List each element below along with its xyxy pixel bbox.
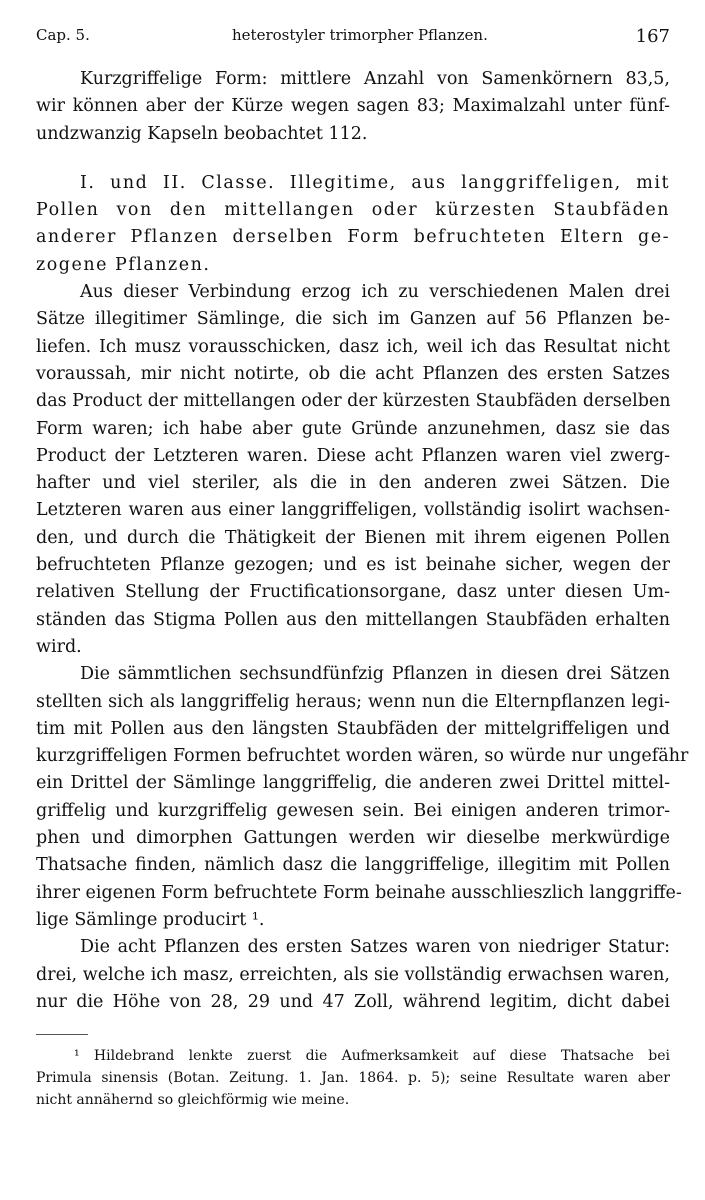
heading-line: anderer Pflanzen derselben Form befruchteten Eltern ge-: [36, 227, 670, 248]
text-line: wir können aber der Kürze wegen sagen 83; Maximalzahl unter fünf-: [36, 96, 670, 117]
text-line: Letzteren waren aus einer langgriffeligen, vollständig isolirt wachsen-: [36, 500, 670, 521]
footnote-line: Primula sinensis (Botan. Zeitung. 1. Jan. 1864. p. 5); seine Resultate waren aber: [36, 1070, 670, 1087]
text-line: das Product der mittellangen oder der kürzesten Staubfäden derselben: [36, 391, 671, 412]
footnote-rule: [36, 1034, 88, 1035]
text-line: voraussah, mir nicht notirte, ob die acht Pflanzen des ersten Satzes: [36, 363, 670, 384]
text-line: nur die Höhe von 28, 29 und 47 Zoll, während legitim, dicht dabei: [36, 991, 670, 1012]
text-line: Product der Letzteren waren. Diese acht Pflanzen waren viel zwerg-: [36, 445, 670, 466]
text-line: ständen das Stigma Pollen aus den mittellangen Staubfäden erhalten: [36, 609, 670, 630]
text-line: hafter und viel steriler, als die in den anderen zwei Sätzen. Die: [36, 473, 670, 494]
footnote: [36, 1045, 670, 1111]
footnote-line: nicht annähernd so gleichförmig wie meine.: [36, 1092, 350, 1109]
chapter-label: Cap. 5.: [36, 26, 90, 44]
text-line: kurzgriffeligen Formen befruchtet worden wären, so würde nur ungefähr: [36, 746, 689, 767]
heading-line: I. und II. Classe. Illegitime, aus langgriffeligen, mit: [80, 172, 670, 193]
running-header: [36, 24, 670, 58]
text-line: Aus dieser Verbindung erzog ich zu verschiedenen Malen drei: [80, 282, 670, 303]
text-line: wird.: [36, 636, 82, 657]
footnote-line: ¹ Hildebrand lenkte zuerst die Aufmerksamkeit auf diese Thatsache bei: [74, 1048, 670, 1065]
text-line: Die acht Pflanzen des ersten Satzes waren von niedriger Statur:: [80, 937, 670, 958]
text-line: Thatsache finden, nämlich dasz die langgriffelige, illegitim mit Pollen: [36, 855, 670, 876]
page-number: 167: [635, 26, 670, 47]
text-line: stellten sich als langgriffelig heraus; wenn nun die Elternpflanzen legi-: [36, 691, 670, 712]
paragraph-3: [36, 934, 670, 1016]
text-line: relativen Stellung der Fructificationsorgane, dasz unter diesen Um-: [36, 582, 670, 603]
running-title: heterostyler trimorpher Pflanzen.: [232, 26, 488, 44]
text-line: drei, welche ich masz, erreichten, als sie vollständig erwachsen waren,: [36, 964, 670, 985]
text-line: liefen. Ich musz vorausschicken, dasz ich, weil ich das Resultat nicht: [36, 336, 670, 357]
text-line: lige Sämlinge producirt ¹.: [36, 909, 265, 930]
text-line: Die sämmtlichen sechsundfünfzig Pflanzen in diesen drei Sätzen: [80, 664, 670, 685]
text-line: ein Drittel der Sämlinge langgriffelig, die anderen zwei Drittel mittel-: [36, 773, 670, 794]
paragraph-1: [36, 279, 670, 661]
intro-paragraph: [36, 66, 670, 148]
text-line: Form waren; ich habe aber gute Gründe anzunehmen, dasz sie das: [36, 418, 670, 439]
section-heading: [36, 170, 670, 279]
text-line: phen und dimorphen Gattungen werden wir dieselbe merkwürdige: [36, 828, 670, 849]
book-page: [36, 24, 689, 1111]
text-line: befruchteten Pflanze gezogen; und es ist beinahe sicher, wegen der: [36, 555, 670, 576]
text-line: den, und durch die Thätigkeit der Bienen mit ihrem eigenen Pollen: [36, 527, 670, 548]
paragraph-2: [36, 661, 689, 934]
text-line: tim mit Pollen aus den längsten Staubfäden der mittelgriffeligen und: [36, 718, 670, 739]
text-line: Kurzgriffelige Form: mittlere Anzahl von Samenkörnern 83,5,: [80, 69, 670, 89]
text-line: undzwanzig Kapseln beobachtet 112.: [36, 123, 368, 144]
text-line: ihrer eigenen Form befruchtete Form beinahe ausschlieszlich langgriffe-: [36, 882, 682, 903]
text-line: Sätze illegitimer Sämlinge, die sich im Ganzen auf 56 Pflanzen be-: [36, 309, 670, 330]
heading-line: zogene Pflanzen.: [36, 254, 211, 275]
heading-line: Pollen von den mittellangen oder kürzesten Staubfäden: [36, 200, 670, 221]
text-line: griffelig und kurzgriffelig gewesen sein. Bei einigen anderen trimor-: [36, 800, 670, 821]
